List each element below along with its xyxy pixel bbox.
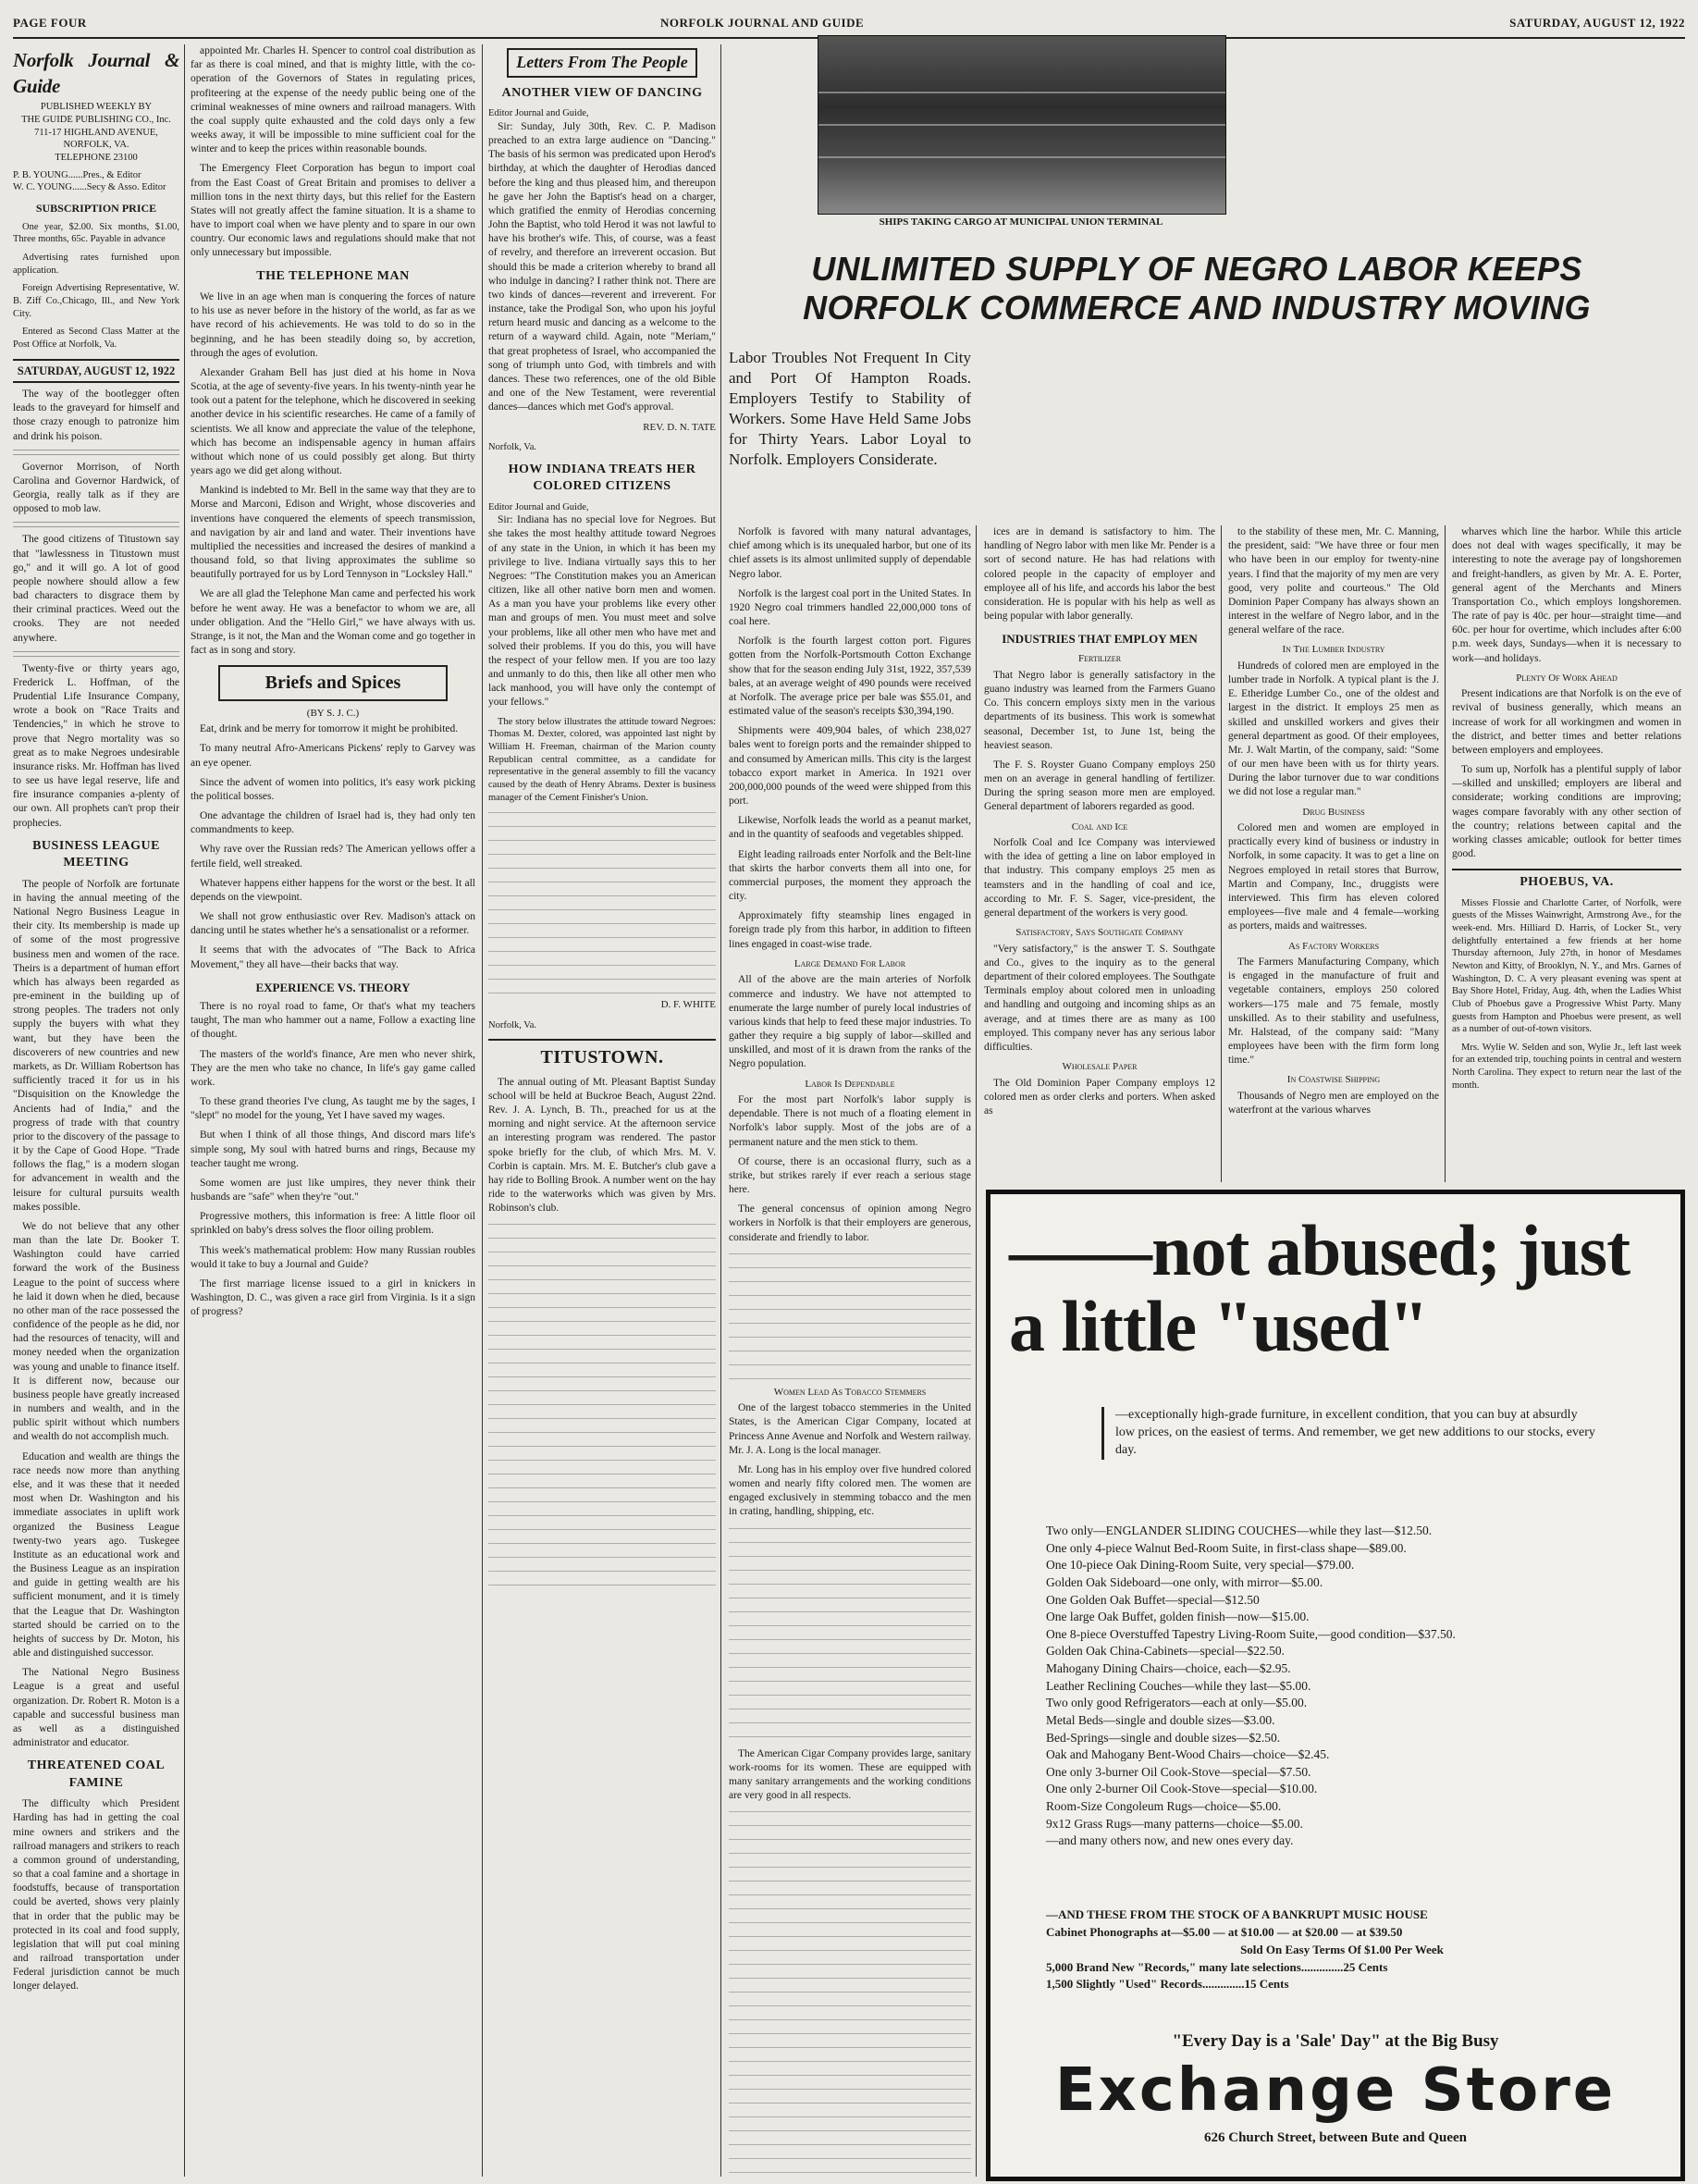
main-headline: UNLIMITED SUPPLY OF NEGRO LABOR KEEPS NORFOLK COMMERCE AND INDUSTRY MOVING [803,250,1591,327]
article-subhead: Satisfactory, Says Southgate Company [1015,927,1184,939]
letter-signature: REV. D. N. TATE [643,421,716,433]
article-subhead: Fertilizer [1077,653,1122,665]
subscription-text: One year, $2.00. Six months, $1.00, Three months, 65c. Payable in advance [13,221,179,245]
editorial-paragraph: Alexander Graham Bell has just died at his home in Nova Scotia, at the age of seventy-five years. In his twenty-ninth year he took out a patent for the telephone, which he discovered in seeking another device in his scientific researches. He came of a family of scientists. We all know and appreciate the value of the telephone, which has become an indispensable agency in human affairs without which none of us could possibly get along. But thirty years ago we did get along without. [191,366,475,477]
editorial-paragraph: Twenty-five or thirty years ago, Frederick L. Hoffman, of the Prudential Life Insurance Company, wrote a book on "Race Traits and Tendencies," in which he strove to prove that Negro mortality was so great as to make Negroes undesirable insurance risks. Mr. Hoffman has lived to see us have legal reserve, life and fire insurance companies a-plenty of our own. All prophets can't prop their prophecies. [13,662,179,829]
article-paragraph: Norfolk is the largest coal port in the United States. In 1920 Negro coal trimmers handled 22,000,000 tons of coal here. [729,587,971,628]
ad-item: Oak and Mahogany Bent-Wood Chairs—choice—$2.45. [1046,1747,1330,1762]
publisher-line: TELEPHONE 23100 [55,153,138,163]
letter-salutation: Editor Journal and Guide, [488,501,589,512]
phoebus-heading: PHOEBUS, VA. [1452,869,1681,891]
editorial-paragraph: We live in an age when man is conquering the forces of nature to his use as never before in the history of the world, as far as we have record of his achievements. He was told to do so in the beginning, and he has been steadily doing so, by accretion, through the ages of evolution. [191,291,475,359]
editorial-paragraph: Governor Morrison, of North Carolina and Governor Hardwick, of Georgia, really talk as if they are opposed to mob law. [13,461,179,515]
headline-deck: Labor Troubles Not Frequent In City and Port Of Hampton Roads. Employers Testify to Stability of Workers. Some Have Held Same Jobs for Thirty Years. Labor Loyal to Norfolk. Employers Considerate. [729,349,971,469]
easy-terms: Sold On Easy Terms Of $1.00 Per Week [1240,1942,1444,1956]
article-subhead: Wholesale Paper [1062,1061,1138,1073]
article-paragraph: The American Cigar Company provides large, sanitary work-rooms for its women. These are equipped with many sanitary arrangements and the working conditions are very good in all respects. [729,1747,971,1802]
text-block [729,1525,971,1747]
ad-item: Golden Oak Sideboard—one only, with mirror—$5.00. [1046,1574,1323,1589]
brief-item: The first marriage license issued to a girl in knickers in Washington, D. C., was given a race girl from Virginia. Is it a sign of progress? [191,1277,475,1318]
ad-item: One only 3-burner Oil Cook-Stove—special—$7.50. [1046,1764,1311,1779]
article-paragraph: Norfolk is the fourth largest cotton port. Figures gotten from the Norfolk-Portsmouth Cotton Exchange show that for the season ending July 31st, 1922, 357,539 bales, at an average weight of 490 pounds were received at Norfolk. The average price per bale was $55.01, and estimated value of the season's receipts $30,394,190. [729,635,971,718]
column-rule [482,44,483,2177]
article-paragraph: To sum up, Norfolk has a plentiful supply of labor—skilled and unskilled; employers are liberal and considerate; working conditions are improving; wages compare favorably with any other section of the country; relations between capital and the working classes amicable; outlook for better times good. [1452,764,1681,860]
article-paragraph: The F. S. Royster Guano Company employs 250 men on an average in general handling of fertilizer. During the spring season more men are employed. General department of laborers regarded as good. [984,759,1215,813]
letters-column [488,44,716,2177]
brief-item: Progressive mothers, this information is free: A little floor oil sprinkled on baby's dress solves the floor oiling problem. [191,1211,475,1237]
letter-place: Norfolk, Va. [488,1019,537,1030]
editorial-paragraph: The good citizens of Titustown say that "lawlessness in Titustown must go," and it will go. A lot of good people nowhere should allow a few bad characters to disgrace them by their criminal practices. Weed out the crooks. They are not needed anywhere. [13,534,179,644]
music-house-section [1046,1906,1638,1993]
column-rule [1221,525,1222,1182]
divider [13,522,179,529]
text-block [729,1808,971,2177]
article-subhead: Plenty Of Work Ahead [1516,672,1618,684]
news-body: The annual outing of Mt. Pleasant Baptist Sunday school will be held at Buckroe Beach, August 22nd. Rev. J. A. Lynch, B. Th., preached for us at the morning and night service. At the afternoon service an interesting program was rendered. The pastor spoke briefly for the club, of which Mrs. M. V. Corbin is captain. Mrs. M. E. Butcher's club gave a hay ride to Bolling Brook. A number went on the hay ride to the waterworks which was given by Mrs. Robinson's club. [488,1076,716,1215]
letter-body: Sir: Sunday, July 30th, Rev. C. P. Madison preached to an extra large audience on "Dancing." The basis of his sermon was predicated upon Herod's birthday, at which the daughter of Herodias danced before the king and thus pleased him, and thereupon he gave her John the Baptist's head on a charger, which gratified the enmity of Herodias concerning John the Baptist, who told Herod it was not lawful to have his brother's wife. This, of course, was a feast of revelry, and therefore an irreverent occasion. But should this be made a criterion whereby to brand all who indulge in dancing? I rather think not. There are two kinds of dances—reverent and irreverent. For instance, take the Prodigal Son, who upon his joyful return heard music and dancing as a welcome to the return of a wayward child. Again, note "Meriam," that great prophetess of Israel, who accompanied the song of triumph unto God, with timbrels and with dances. These two references, one of the old Bible and one of the New Testament, were reverential dances—dances which met God's approval. [488,120,716,413]
letter-place: Norfolk, Va. [488,442,537,453]
divider [13,651,179,659]
brief-item: It seems that with the advocates of "The Back to Africa Movement," they all have—their backs that way. [191,944,475,970]
page-number: PAGE FOUR [13,16,87,30]
titustown-heading: TITUSTOWN. [488,1039,716,1069]
editorial-heading: THE TELEPHONE MAN [256,268,410,283]
brief-item: This week's mathematical problem: How many Russian roubles would it take to buy a Journal and Guide? [191,1244,475,1270]
ad-tagline: "Every Day is a 'Sale' Day" at the Big Busy [1172,2031,1499,2051]
article-paragraph: All of the above are the main arteries of Norfolk commerce and industry. We have not attempted to enumerate the large number of purely local industries of various kinds that help to feed these major industries. To gather they require a big supply of labor—skilled and unskilled, and most of it is drawn from the ranks of the Negro population. [729,974,971,1070]
publisher-line: NORFOLK, VA. [63,140,129,151]
article-paragraph: to the stability of these men, Mr. C. Manning, the president, said: "We have three or four men who have been in our employ for twenty-nine years. I find that the majority of my men are very good, very polite and courteous." The Old Dominion Paper Company has always shown an interest in the welfare of Negro labor, and in the general welfare of the race. [1228,526,1439,636]
article-paragraph: Norfolk Coal and Ice Company was interviewed with the idea of getting a line on labor employed in that industry. This company employs 25 men as teamsters and in the handling of coal and ice, according to Mr. F. S. Sager, vice-president, the general department of the workers is very good. [984,837,1215,919]
brief-item: Whatever happens either happens for the worst or the best. It all depends on the viewpoint. [191,877,475,903]
ad-item: One only 4-piece Walnut Bed-Room Suite, in first-class shape—$89.00. [1046,1540,1407,1555]
publisher-line: 711-17 HIGHLAND AVENUE, [34,127,158,138]
article-subhead: Women Lead As Tobacco Stemmers [773,1386,927,1398]
article-paragraph: Approximately fifty steamship lines engaged in foreign trade ply from this harbor, in addition to fifteen lines engaged in coast-wise trade. [729,910,971,950]
editorial-column-2 [191,44,475,2177]
letter-salutation: Editor Journal and Guide, [488,108,589,119]
article-paragraph: Colored men and women are employed in practically every kind of business or industry in Norfolk, in some capacity. It was to get a line on Negroes employed in retail stores that Burrow, Martin and Company, Inc., druggists were interviewed. This firm has eleven colored employees—five male and 4 female—working as porters, maids and waitresses. [1228,822,1439,932]
article-paragraph: That Negro labor is generally satisfactory in the guano industry was learned from the Farmers Guano Co. This concern employs sixty men in the various departments of its business. This work is somewhat seasonal, December 1st, to June 1st, being the heaviest season. [984,669,1215,751]
ad-item: One only 2-burner Oil Cook-Stove—special—$10.00. [1046,1782,1318,1796]
letter-body: Sir: Indiana has no special love for Negroes. But she takes the most healthy attitude toward Negroes of any state in the Union, in which it has been my privilege to live. Indiana virtually says this to her Negroes: "The Constitution makes you an American citizen, like all other native born men and women. As a man you have your problems like every other man and groups of men. You must meet and solve your problems, like all other men who have met and solved their problems. If you do this, you will have the respect of your fellow men. If you are too lazy and unmanly to do this, then like all other men who lack manhood, you will have only the contempt of your fellows." [488,514,716,709]
poem-stanza: There is no royal road to fame, Or that's what my teachers taught, The man who hammer out a name, Follow a exacting line of thought. [191,1000,475,1041]
ad-item: One Golden Oak Buffet—special—$12.50 [1046,1592,1260,1607]
ad-headline: ——not abused; just a little "used" [1009,1210,1630,1366]
editorial-paragraph: The National Negro Business League is a great and useful organization. Dr. Robert R. Moton is a capable and successful business man as well as a distinguished administrator and educator. [13,1667,179,1749]
article-subhead: As Factory Workers [1287,940,1380,952]
labor-article-column-3 [1228,525,1439,1178]
column-rule [184,44,185,2177]
labor-article-column-1 [729,525,971,2177]
editorial-paragraph: Education and wealth are things the race needs now more than anything else, and it was these that it needed most when Dr. Washington and his immediate associates in uplift work organized the Business League twenty-two years ago. Tuskegee Institute as an educational work and the Business League as an inspiration and guide in getting wealth are his sufficient monument, and it is timely that the League that Dr. Washington started should be carried on to the heights of success by Dr. Moton, his able and distinguished successor. [13,1450,179,1660]
section-heading: —AND THESE FROM THE STOCK OF A BANKRUPT MUSIC HOUSE [1046,1907,1428,1921]
column-rule [1445,525,1446,1182]
records-line: 5,000 Brand New "Records," many late selections..............25 Cents [1046,1959,1388,1974]
ad-item: 9x12 Grass Rugs—many patterns—choice—$5.00. [1046,1816,1303,1831]
poem-heading: EXPERIENCE VS. THEORY [255,980,411,994]
article-paragraph: Present indications are that Norfolk is on the eve of revival of business generally, which means an increase of work for all workingmen and women in the district, and better times and better relations between employers and employees. [1452,688,1681,756]
article-paragraph: The Farmers Manufacturing Company, which is engaged in the manufacture of fruit and vegetable containers, employs 250 colored workers—175 male and 75 female, mostly unskilled. As to their stability and usefulness, Mr. Halstead, of the company said: "Many employees have been with the firm form long time." [1228,956,1439,1067]
text-block [729,1251,971,1380]
advertising-note: Advertising rates furnished upon application. [13,253,179,276]
letter-signature: D. F. WHITE [660,999,716,1011]
article-paragraph: For the most part Norfolk's labor supply is dependable. There is not much of a floating element in Norfolk's labor supply. Most of the jobs are of a permanent nature and the men stick to them. [729,1094,971,1148]
article-paragraph: Shipments were 409,904 bales, of which 238,027 bales went to foreign ports and the remainder shipped to and consumed by American mills. This city is the largest tobacco export market in America. In 1921 over 200,000,000 pounds of the weed were shipped from this port. [729,725,971,808]
newspaper-page [13,7,1685,2177]
editorial-heading: THREATENED COAL FAMINE [27,1758,166,1790]
article-paragraph: The Old Dominion Paper Company employs 12 colored men as order clerks and porters. When asked as [984,1077,1215,1117]
article-paragraph: Norfolk is favored with many natural advantages, chief among which is its unequaled harbor, but one of its chief assets is its almost unlimited supply of dependable Negro labor. [729,526,971,580]
publisher-line: THE GUIDE PUBLISHING CO., Inc. [21,115,171,126]
staff-list [13,169,179,194]
article-paragraph: Thousands of Negro men are employed on the waterfront at the various wharves [1228,1090,1439,1117]
store-address: 626 Church Street, between Bute and Queen [1203,2130,1468,2145]
brief-item: Since the advent of women into politics, it's easy work picking the political bosses. [191,776,475,802]
brief-item: Some women are just like umpires, they never think their husbands are "safe" when they're "out." [191,1177,475,1203]
phonograph-prices: Cabinet Phonographs at—$5.00 — at $10.00 — at $20.00 — at $39.50 [1046,1924,1403,1939]
ships-photo [818,35,1226,215]
paper-name: NORFOLK JOURNAL AND GUIDE [660,16,865,30]
news-paragraph: Misses Flossie and Charlotte Carter, of Norfolk, were guests of the Misses Wainwright, Armstrong Ave., for the week-end. Mrs. Hilliard D. Harris, of Locker St., very delightfully entertained a few friends at her home Thursday afternoon, July 27th, in honor of Mesdames Newton and Kitty, of Brooklyn, N. Y., and Mrs. Garnes of Washington, D. C. A very pleasant evening was spent at Bay Shore Hotel, Friday, Aug. 4th, when the Ladies Whist Club of Phoebus gave a Progressive Whist Party. Many guests from Hampton and Phoebus were present, as well as a number of out-of-town visitors. [1452,897,1681,1035]
article-paragraph: "Very satisfactory," is the answer T. S. Southgate and Co., gives to the inquiry as to the general department of their colored employees. The Southgate Terminals employ about colored men in unloading and handling and outgoing and incoming ships as an average, and at times there are as many as 100 employed. This company never has any serious labor difficulties. [984,943,1215,1053]
ad-item: Two only—ENGLANDER SLIDING COUCHES—while they last—$12.50. [1046,1524,1433,1537]
briefs-title: Briefs and Spices [218,665,448,700]
letters-box-title: Letters From The People [507,48,697,78]
ad-item: One 8-piece Overstuffed Tapestry Living-Room Suite,—good condition—$37.50. [1046,1626,1456,1641]
page-header [13,7,1685,39]
ad-item: Leather Reclining Couches—while they last—$5.00. [1046,1678,1311,1693]
labor-article-column-4 [1452,525,1681,1178]
editorial-paragraph: appointed Mr. Charles H. Spencer to control coal distribution as far as there is coal mined, and that is mighty little, with the co-operation of the Governors of States in regulating prices, profiteering at the expense of the needy public being one of the criminal weaknesses of mine owners and railroad managers. With the coal supply quite exhausted and the cold days only a few weeks away, it will be impossible to mine sufficient coal for the winter and to keep the prices within reasonable bounds. [191,45,475,155]
masthead-title: Norfolk Journal & Guide [13,49,179,97]
photo-caption: SHIPS TAKING CARGO AT MUNICIPAL UNION TERMINAL [879,216,1163,228]
editorial-paragraph: Mankind is indebted to Mr. Bell in the same way that they are to Morse and Marconi, Edison and Wright, whose discoveries and inventions have conquered the elements of speech transmission, and navigation by air and land and water. Their inventions have multiplied the necessities and increased the desires of mankind a thousand fold, so that living approximates the sublime so beautifully portrayed for us by Lord Tennyson in "Locksley Hall." [191,485,475,581]
ad-item: Metal Beds—single and double sizes—$3.00. [1046,1712,1275,1727]
article-paragraph: Likewise, Norfolk leads the world as a peanut market, and in the quantity of seafoods and vegetables shipped. [729,815,971,841]
briefs-byline: (BY S. J. C.) [306,707,360,719]
editorial-paragraph: The difficulty which President Harding has had in getting the coal mine owners and strikers and the railroad managers and strikers to reach a common ground of understanding, so that a coal famine and a shortage in foodstuffs, because of transportation could be averted, shows very plainly that in order that the public may be protected in its coal and food supply, legislation that will put coal mining and railroad transportation under Federal jurisdiction cannot be much longer delayed. [13,1798,179,1993]
entered-note: Entered as Second Class Matter at the Post Office at Norfolk, Va. [13,327,179,350]
ad-item: Mahogany Dining Chairs—choice, each—$2.95. [1046,1661,1291,1675]
store-name: Exchange Store [1054,2056,1617,2125]
brief-item: Eat, drink and be merry for tomorrow it might be prohibited. [200,723,459,735]
publisher-block [13,101,179,164]
article-subhead: Labor Is Dependable [805,1078,895,1090]
article-paragraph: Eight leading railroads enter Norfolk and the Belt-line that skirts the harbor converts them all into one, for commercial purposes, the moment they approach the city. [729,848,971,903]
foreign-rep-note: Foreign Advertising Representative, W. B. Ziff Co.,Chicago, Ill., and New York City. [13,283,179,319]
column-rule [720,44,721,2177]
article-subhead: In The Lumber Industry [1282,644,1385,656]
ad-item: Golden Oak China-Cabinets—special—$22.50. [1046,1644,1285,1659]
issue-date: SATURDAY, AUGUST 12, 1922 [1509,16,1685,30]
article-subhead: In Coastwise Shipping [1286,1074,1381,1086]
poem-stanza: The masters of the world's finance, Are men who never shirk, They are the men who take no chance, In life's gay game called work. [191,1048,475,1088]
article-subhead: Large Demand For Labor [794,957,906,969]
article-paragraph: The general concensus of opinion among Negro workers in Norfolk is that their employers are generous, considerate and friendly to labor. [729,1203,971,1243]
editorial-paragraph: We are all glad the Telephone Man came and perfected his work before he went away. He was a benefactor to whom we are, all under obligation. And the "Hello Girl," we have always with us. Strange, is it not, the Man and the Woman come and go together in fact as in song and story. [191,588,475,657]
editorial-heading: BUSINESS LEAGUE MEETING [32,838,160,870]
staff-line: W. C. YOUNG......Secy & Asso. Editor [13,182,166,193]
article-paragraph: Of course, there is an occasional flurry, such as a strike, but strikes rarely if ever reach a serious stage here. [729,1155,971,1196]
text-block [488,1221,716,1591]
ad-item: Bed-Springs—single and double sizes—$2.50. [1046,1730,1281,1745]
poem-stanza: To these grand theories I've clung, As taught me by the sages, I "slept" no model for the young, Yet I have saved my wages. [191,1096,475,1122]
editorial-paragraph: The people of Norfolk are fortunate in having the annual meeting of the National Negro Business League in their city. Its membership is made up of some of the most progressive business men and women of the race. Theirs is a department of human effort which has always been regarded as pre-eminent in the building up of strong peoples. The traders not only supply the buyers with what they want, but they have been the discoverers of new countries and new markets, as Dr. William Robertson has sufficiently traced it for us in his "Disquisition on the Knowledge the Ancients had of India," and the progress of trade with that country prior to the discovery of the passage to it by the Cape of Good Hope. "Trade follows the flag," is a modern slogan for advancement in wealth and the leisure for cultural pursuits wealth makes possible. [13,878,179,1213]
divider [13,450,179,457]
poem-stanza: But when I think of all those things, And discord mars life's simple song, My soul with hatred burns and rings, Because my teacher taught me wrong. [191,1129,475,1169]
article-subhead: Coal and Ice [1071,821,1128,833]
letter-heading: ANOTHER VIEW OF DANCING [501,85,703,100]
letter-body: The story below illustrates the attitude toward Negroes: Thomas M. Dexter, colored, was appointed last night by William H. Freeman, chairman of the Marion county Republican central committee, as a candidate for representative in the general assembly to fill the vacancy caused by the death of Henry Abrams. Dexter is business manager of the Cement Finisher's Union. [488,716,716,803]
publisher-line: PUBLISHED WEEKLY BY [40,102,153,113]
ad-item: Two only good Refrigerators—each at only—$5.00. [1046,1696,1308,1710]
text-block [488,809,716,994]
editorial-paragraph: The way of the bootlegger often leads to the graveyard for himself and those crazy enough to patronize him and drink his poison. [13,389,179,442]
article-paragraph: Hundreds of colored men are employed in the lumber trade in Norfolk. A typical plant is the J. E. Etheridge Lumber Co., one of the oldest and largest in the district. It employs 25 men as skilled and unskilled workers and gives their general department as good. Of their employees, Mr. J. Walt Martin, of the company, said: "Some of our men have been with us for thirty years. During the labor turnover due to war conditions we did not lose a regular man." [1228,660,1439,798]
exchange-store-ad [986,1190,1685,2181]
brief-item: Why rave over the Russian reds? The American yellows offer a fertile field, well streaked. [191,844,475,870]
staff-line: P. B. YOUNG......Pres., & Editor [13,169,142,180]
brief-item: We shall not grow enthusiastic over Rev. Madison's attack on dancing until he states whether he's a sensationalist or a reformer. [191,911,475,937]
brief-item: One advantage the children of Israel had is, they had only ten commandments to keep. [191,810,475,836]
article-subhead: Drug Business [1302,806,1365,818]
editorial-paragraph: We do not believe that any other man than the late Dr. Booker T. Washington could have carried forward the work of the Business League to the point of success where he laid it down when he died, because no other man of the race possessed the confidence of the people as he did, nor had the resources of tenacity, will and money needed when the organization was young and unable to finance itself. It is different now, because our business people have greatly increased in numbers and wealth, and in the public spirit without which numbers and wealth do not accomplish much. [13,1220,179,1443]
article-paragraph: One of the largest tobacco stemmeries in the United States, is the American Cigar Company, located at Princess Anne Avenue and Norfolk and Western railway. Mr. J. A. Long is the local manager. [729,1402,971,1456]
editorial-dateline: SATURDAY, AUGUST 12, 1922 [13,359,179,384]
ad-intro: —exceptionally high-grade furniture, in excellent condition, that you can buy at absurdly low prices, on the easiest of terms. And remember, we get new additions to our stocks, every day. [1101,1407,1596,1460]
article-paragraph: Mr. Long has in his employ over five hundred colored women and nearly fifty colored men. The women are engaged exclusively in stemming tobacco and the men in crating, handling, shipping, etc. [729,1463,971,1518]
subscription-heading: SUBSCRIPTION PRICE [35,201,157,215]
ad-item: —and many others now, and new ones every day. [1046,1833,1294,1848]
records-line: 1,500 Slightly "Used" Records..............15 Cents [1046,1977,1289,1992]
brief-item: To many neutral Afro-Americans Pickens' reply to Garvey was an eye opener. [191,743,475,769]
editorial-paragraph: The Emergency Fleet Corporation has begun to import coal from the East Coast of Great Britain and promises to deliver a million tons in the next thirty days, but this relief for the Eastern States will not greatly affect the famine situation. It is a shame to have to import coal when we have plenty and to spare in our own country. Our economic laws and regulations should make that not only unnecessary but impossible. [191,163,475,259]
article-paragraph: wharves which line the harbor. While this article does not deal with wages specifically, it may be interesting to note the average pay of longshoremen and freight-handlers, as given by Mr. A. E. Porter, general agent of the Merchants and Miners Transportation Co., which employs longshoremen. The rate of pay is 40c. per hour—straight time—and 60c. per hour for overtime, which includes after 6:00 p.m. week days, Sundays—when it is necessary to work—and holidays. [1452,526,1681,664]
ad-item-list [1046,1523,1638,1850]
ad-item: One 10-piece Oak Dining-Room Suite, very special—$79.00. [1046,1558,1355,1573]
labor-article-column-2 [984,525,1215,1178]
article-heading: INDUSTRIES THAT EMPLOY MEN [1002,632,1198,647]
column-rule [976,525,977,2177]
article-paragraph: ices are in demand is satisfactory to him. The handling of Negro labor with men like Mr. Pender is a sort of second nature. He has had relations with colored people in the capacity of employer and employee all of his life, and accords his labor the best consideration. He is popular with his help as well as being popular with labor generally. [984,526,1215,623]
ad-item: Room-Size Congoleum Rugs—choice—$5.00. [1046,1799,1282,1813]
ad-item: One large Oak Buffet, golden finish—now—$15.00. [1046,1610,1310,1624]
editorial-column [13,44,179,2177]
news-paragraph: Mrs. Wylie W. Selden and son, Wylie Jr., left last week for an extended trip, touching points in central and western North Carolina. They expect to return near the last of the month. [1452,1042,1681,1091]
letter-heading: HOW INDIANA TREATS HER COLORED CITIZENS [508,462,696,494]
